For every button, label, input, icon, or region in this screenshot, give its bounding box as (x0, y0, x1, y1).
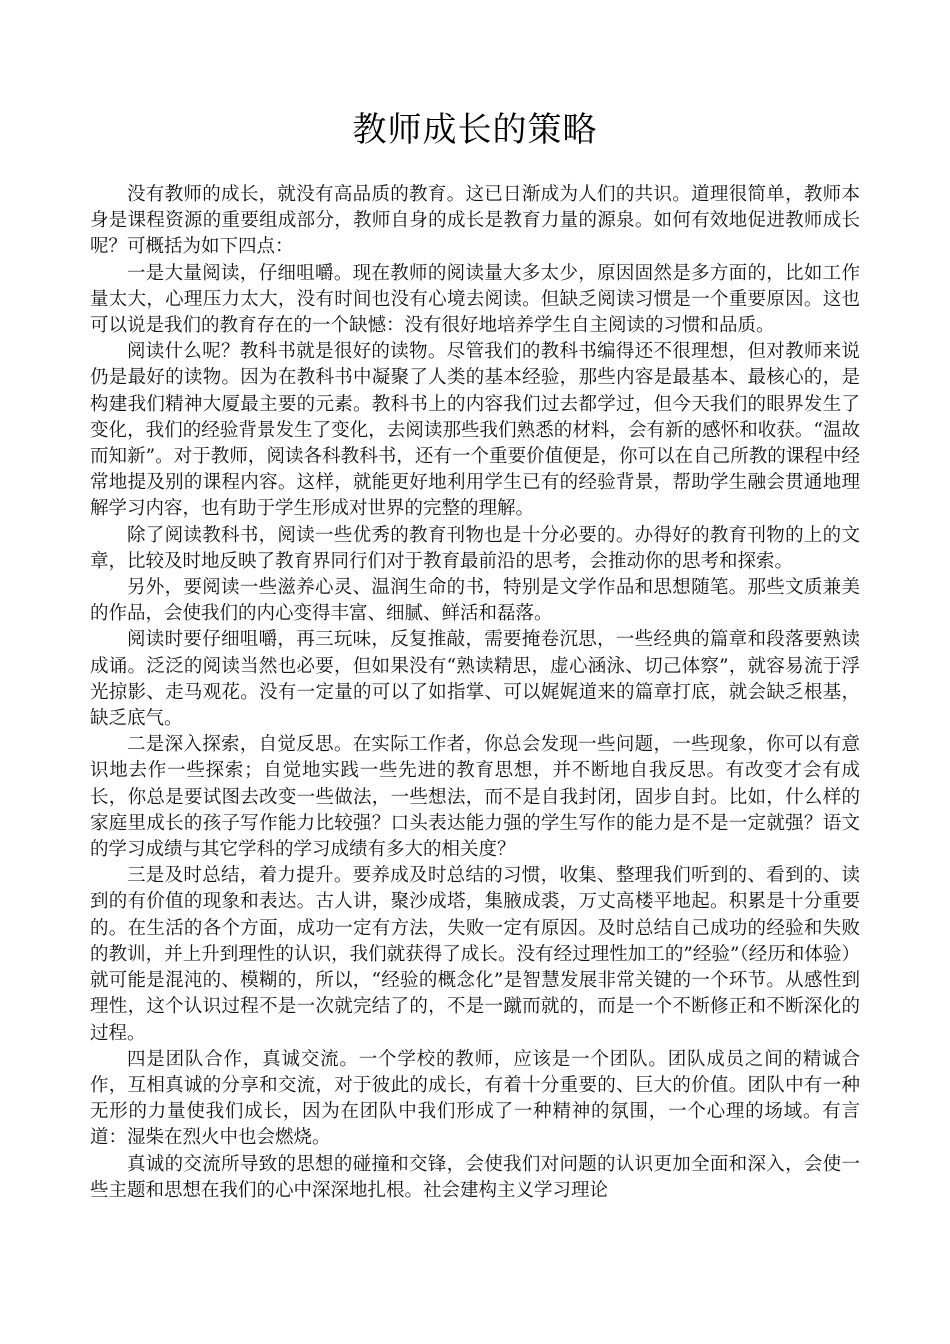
document-body (90, 182, 860, 1204)
paragraph-communication: 真诚的交流所导致的思想的碰撞和交锋，会使我们对问题的认识更加全面和深入，会使一些主题和思想在我们的心中深深地扎根。社会建构主义学习理论 (90, 1153, 860, 1201)
paragraph-point-two-reflection: 二是深入探索，自觉反思。在实际工作者，你总会发现一些问题，一些现象，你可以有意识地去作一些探索；自觉地实践一些先进的教育思想，并不断地自我反思。有改变才会有成长，你总是要试图去改变一些做法，一些想法，而不是自我封闭，固步自封。比如，什么样的家庭里成长的孩子写作能力比较强？口头表达能力强的学生写作的能力是不是一定就强？语文的学习成绩与其它学科的学习成绩有多大的相关度？ (90, 734, 860, 861)
paragraph-point-one-reading: 一是大量阅读，仔细咀嚼。现在教师的阅读量大多太少，原因固然是多方面的，比如工作量太大，心理压力太大，没有时间也没有心境去阅读。但缺乏阅读习惯是一个重要原因。这也可以说是我们的教育存在的一个缺憾：没有很好地培养学生自主阅读的习惯和品质。 (90, 262, 860, 337)
document-title: 教师成长的策略 (352, 110, 598, 150)
paragraph-point-four-teamwork: 四是团队合作，真诚交流。一个学校的教师，应该是一个团队。团队成员之间的精诚合作，互相真诚的分享和交流，对于彼此的成长，有着十分重要的、巨大的价值。团队中有一种无形的力量使我们成长，因为在团队中我们形成了一种精神的氛围，一个心理的场域。有言道：湿柴在烈火中也会燃烧。 (90, 1048, 860, 1149)
paragraph-literature: 另外，要阅读一些滋养心灵、温润生命的书，特别是文学作品和思想随笔。那些文质兼美的作品，会使我们的内心变得丰富、细腻、鲜活和磊落。 (90, 577, 860, 625)
paragraph-textbooks: 阅读什么呢？教科书就是很好的读物。尽管我们的教科书编得还不很理想，但对教师来说仍是最好的读物。因为在教科书中凝聚了人类的基本经验，那些内容是最基本、最核心的，是构建我们精神大厦最主要的元素。教科书上的内容我们过去都学过，但今天我们的眼界发生了变化，我们的经验背景发生了变化，去阅读那些我们熟悉的材料，会有新的感怀和收获。“温故而知新”。对于教师，阅读各科教科书，还有一个重要价值便是，你可以在自己所教的课程中经常地提及别的课程内容。这样，就能更好地利用学生已有的经验背景，帮助学生融会贯通地理解学习内容，也有助于学生形成对世界的完整的理解。 (90, 341, 860, 520)
paragraph-intro: 没有教师的成长，就没有高品质的教育。这已日渐成为人们的共识。道理很简单，教师本身是课程资源的重要组成部分，教师自身的成长是教育力量的源泉。如何有效地促进教师成长呢？可概括为如下四点： (90, 184, 860, 258)
paragraph-point-three-summary: 三是及时总结，着力提升。要养成及时总结的习惯，收集、整理我们听到的、看到的、读到的有价值的现象和表达。古人讲，聚沙成塔，集腋成裘，万丈高楼平地起。积累是十分重要的。在生活的各个方面，成功一定有方法，失败一定有原因。及时总结自己成功的经验和失败的教训，并上升到理性的认识，我们就获得了成长。没有经过理性加工的”经验”（经历和体验）就可能是混沌的、模糊的，所以，“经验的概念化”是智慧发展非常关键的一个环节。从感性到理性，这个认识过程不是一次就完结了的，不是一蹴而就的，而是一个不断修正和不断深化的过程。 (90, 865, 860, 1044)
paragraph-journals: 除了阅读教科书，阅读一些优秀的教育刊物也是十分必要的。办得好的教育刊物的上的文章，比较及时地反映了教育界同行们对于教育最前沿的思考，会推动你的思考和探索。 (90, 524, 860, 572)
document-page (90, 110, 860, 1204)
paragraph-careful-reading: 阅读时要仔细咀嚼，再三玩味，反复推敲，需要掩卷沉思，一些经典的篇章和段落要熟读成诵。泛泛的阅读当然也必要，但如果没有“熟读精思，虚心涵泳、切己体察”，就容易流于浮光掠影、走马观花。没有一定量的可以了如指掌、可以娓娓道来的篇章打底，就会缺乏根基，缺乏底气。 (90, 629, 860, 730)
